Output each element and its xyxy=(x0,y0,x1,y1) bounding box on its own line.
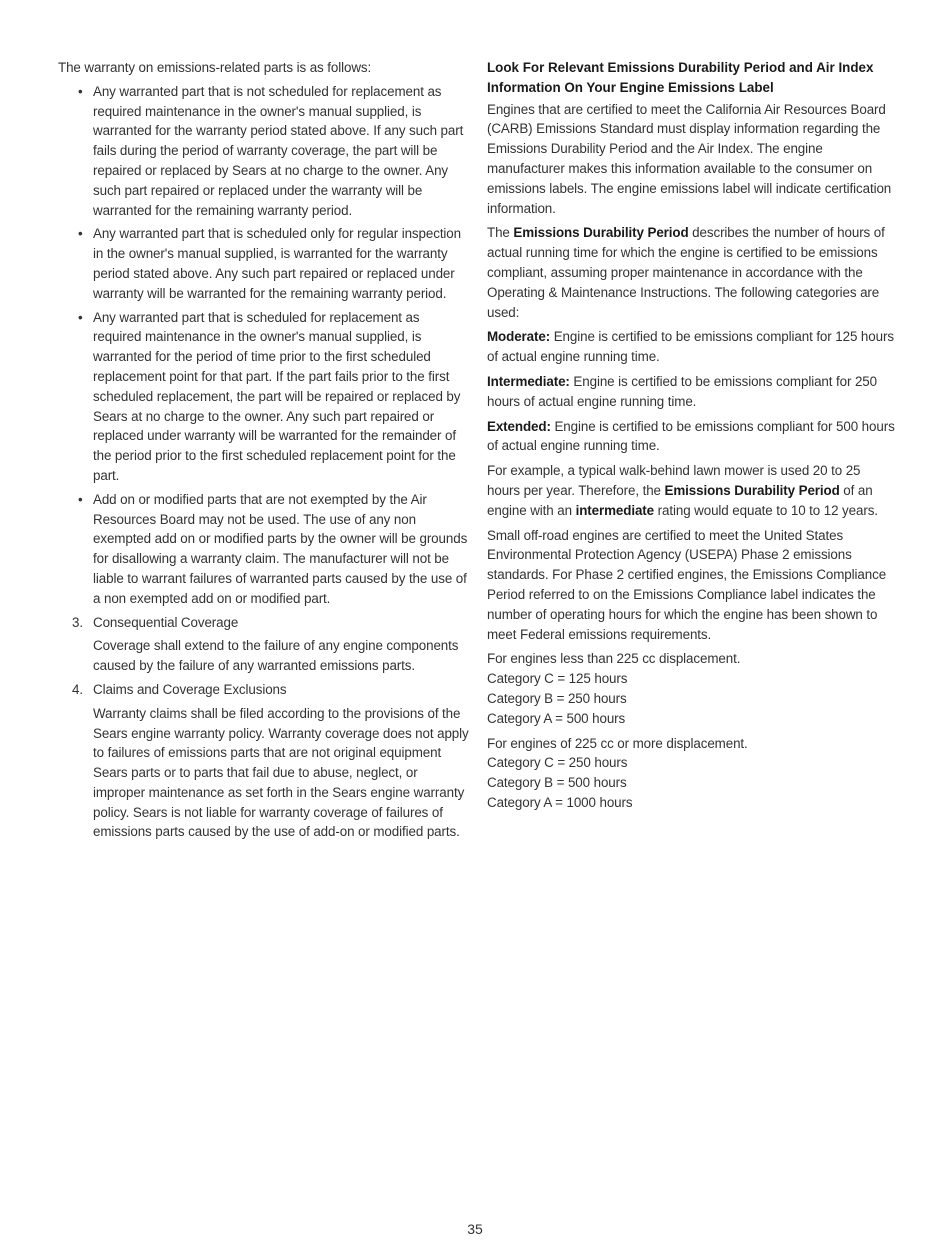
list-item xyxy=(58,490,470,609)
category-list-large-engines xyxy=(487,734,895,813)
category-line: Category A = 1000 hours xyxy=(487,794,633,810)
bullet-text: Any warranted part that is scheduled only for regular inspection in the owner's manual supplied, is warranted for the warranty period stated above. Any such part repaired or replaced under warranty will be warranted for the remaining warranty period. xyxy=(93,226,462,301)
bullet-text: Add on or modified parts that are not exempted by the Air Resources Board may not be used. The use of any non exempted add on or modified parts by the owner will be grounds for disallowing a warranty claim. The manufacturer will not be liable to warrant failures of warranted parts caused by the use of a non exempted add on or modified part. xyxy=(93,491,468,606)
usepa-paragraph: Small off-road engines are certified to meet the United States Environmental Protection Agency (USEPA) Phase 2 emissions standards. For Phase 2 certified engines, the Emissions Compliance Period referred to on the Emissions Compliance label indicates the number of operating hours for which the engine has been shown to meet Federal emissions requirements. xyxy=(487,527,887,642)
left-column xyxy=(58,58,470,846)
example-paragraph: For example, a typical walk-behind lawn mower is used 20 to 25 hours per year. Therefore, the Emissions Durability Period of an engine with an intermediate rating would equate to 10 to 12 years. xyxy=(487,463,878,518)
section-title: Consequential Coverage xyxy=(93,614,239,630)
extended-category: Extended: Engine is certified to be emissions compliant for 500 hours of actual engine running time. xyxy=(487,418,895,454)
moderate-category: Moderate: Engine is certified to be emissions compliant for 125 hours of actual engine running time. xyxy=(487,329,894,365)
section-heading: Look For Relevant Emissions Durability Period and Air Index Information On Your Engine Emissions Label xyxy=(487,60,874,95)
durability-period-paragraph: The Emissions Durability Period describes the number of hours of actual running time for which the engine is certified to be emissions compliant, assuming proper maintenance in accordance with the Operating & Maintenance Instructions. The following categories are used: xyxy=(487,225,885,320)
category-list-small-engines xyxy=(487,649,895,728)
category-list-title: For engines less than 225 cc displacement. xyxy=(487,651,741,667)
carb-paragraph: Engines that are certified to meet the California Air Resources Board (CARB) Emissions Standard must display information regarding the Emissions Durability Period and the Air Index. The engine manufacturer makes this information available to the consumer on emissions labels. The engine emissions label will indicate certification information. xyxy=(487,101,892,216)
bullet-text: Any warranted part that is scheduled for replacement as required maintenance in the owner's manual supplied, is warranted for the period of time prior to the first scheduled replacement point for that part. If the part fails prior to the first scheduled replacement, the part will be repaired or replaced by Sears at no charge to the owner. Any such part repaired or replaced under warranty will be warranted for the remainder of the period prior to the first scheduled replacement point for the part. xyxy=(93,309,461,483)
bullet-text: Any warranted part that is not scheduled for replacement as required maintenance in the owner's manual supplied, is warranted for the warranty period stated above. If any such part fails during the period of warranty coverage, the part will be repaired or replaced by Sears at no charge to the owner. Any such part repaired or replaced under the warranty will be warranted for the remaining warranty period. xyxy=(93,83,464,218)
bullet-icon: • xyxy=(78,83,83,99)
category-list-title: For engines of 225 cc or more displacement. xyxy=(487,735,748,751)
category-line: Category B = 500 hours xyxy=(487,775,627,791)
category-line: Category B = 250 hours xyxy=(487,690,627,706)
intro-text: The warranty on emissions-related parts is as follows: xyxy=(58,60,372,75)
category-line: Category A = 500 hours xyxy=(487,710,626,726)
bullet-icon: • xyxy=(78,226,83,242)
list-item xyxy=(58,224,470,303)
section-4-body: Warranty claims shall be filed according to the provisions of the Sears engine warranty policy. Warranty coverage does not apply to failures of emissions parts that are not original equipment Sears parts or to parts that fail due to abuse, neglect, or improper maintenance as set forth in the Sears engine warranty policy. Sears is not liable for warranty coverage of failures of emissions parts caused by the use of add-on or modified parts. xyxy=(93,705,469,840)
section-3-heading xyxy=(58,613,470,633)
section-4-heading xyxy=(58,680,470,700)
section-title: Claims and Coverage Exclusions xyxy=(93,681,287,697)
list-item xyxy=(58,82,470,221)
category-line: Category C = 250 hours xyxy=(487,755,628,771)
category-line: Category C = 125 hours xyxy=(487,671,628,687)
bullet-icon: • xyxy=(78,491,83,507)
section-number: 4. xyxy=(72,681,83,697)
bullet-icon: • xyxy=(78,309,83,325)
section-number: 3. xyxy=(72,614,83,630)
right-column xyxy=(487,58,895,818)
intermediate-category: Intermediate: Engine is certified to be emissions compliant for 250 hours of actual engine running time. xyxy=(487,373,878,409)
list-item xyxy=(58,308,470,486)
page-number: 35 xyxy=(467,1221,483,1237)
warranty-bullet-list xyxy=(58,82,470,609)
section-3-body: Coverage shall extend to the failure of any engine components caused by the failure of any warranted emissions parts. xyxy=(93,638,459,674)
